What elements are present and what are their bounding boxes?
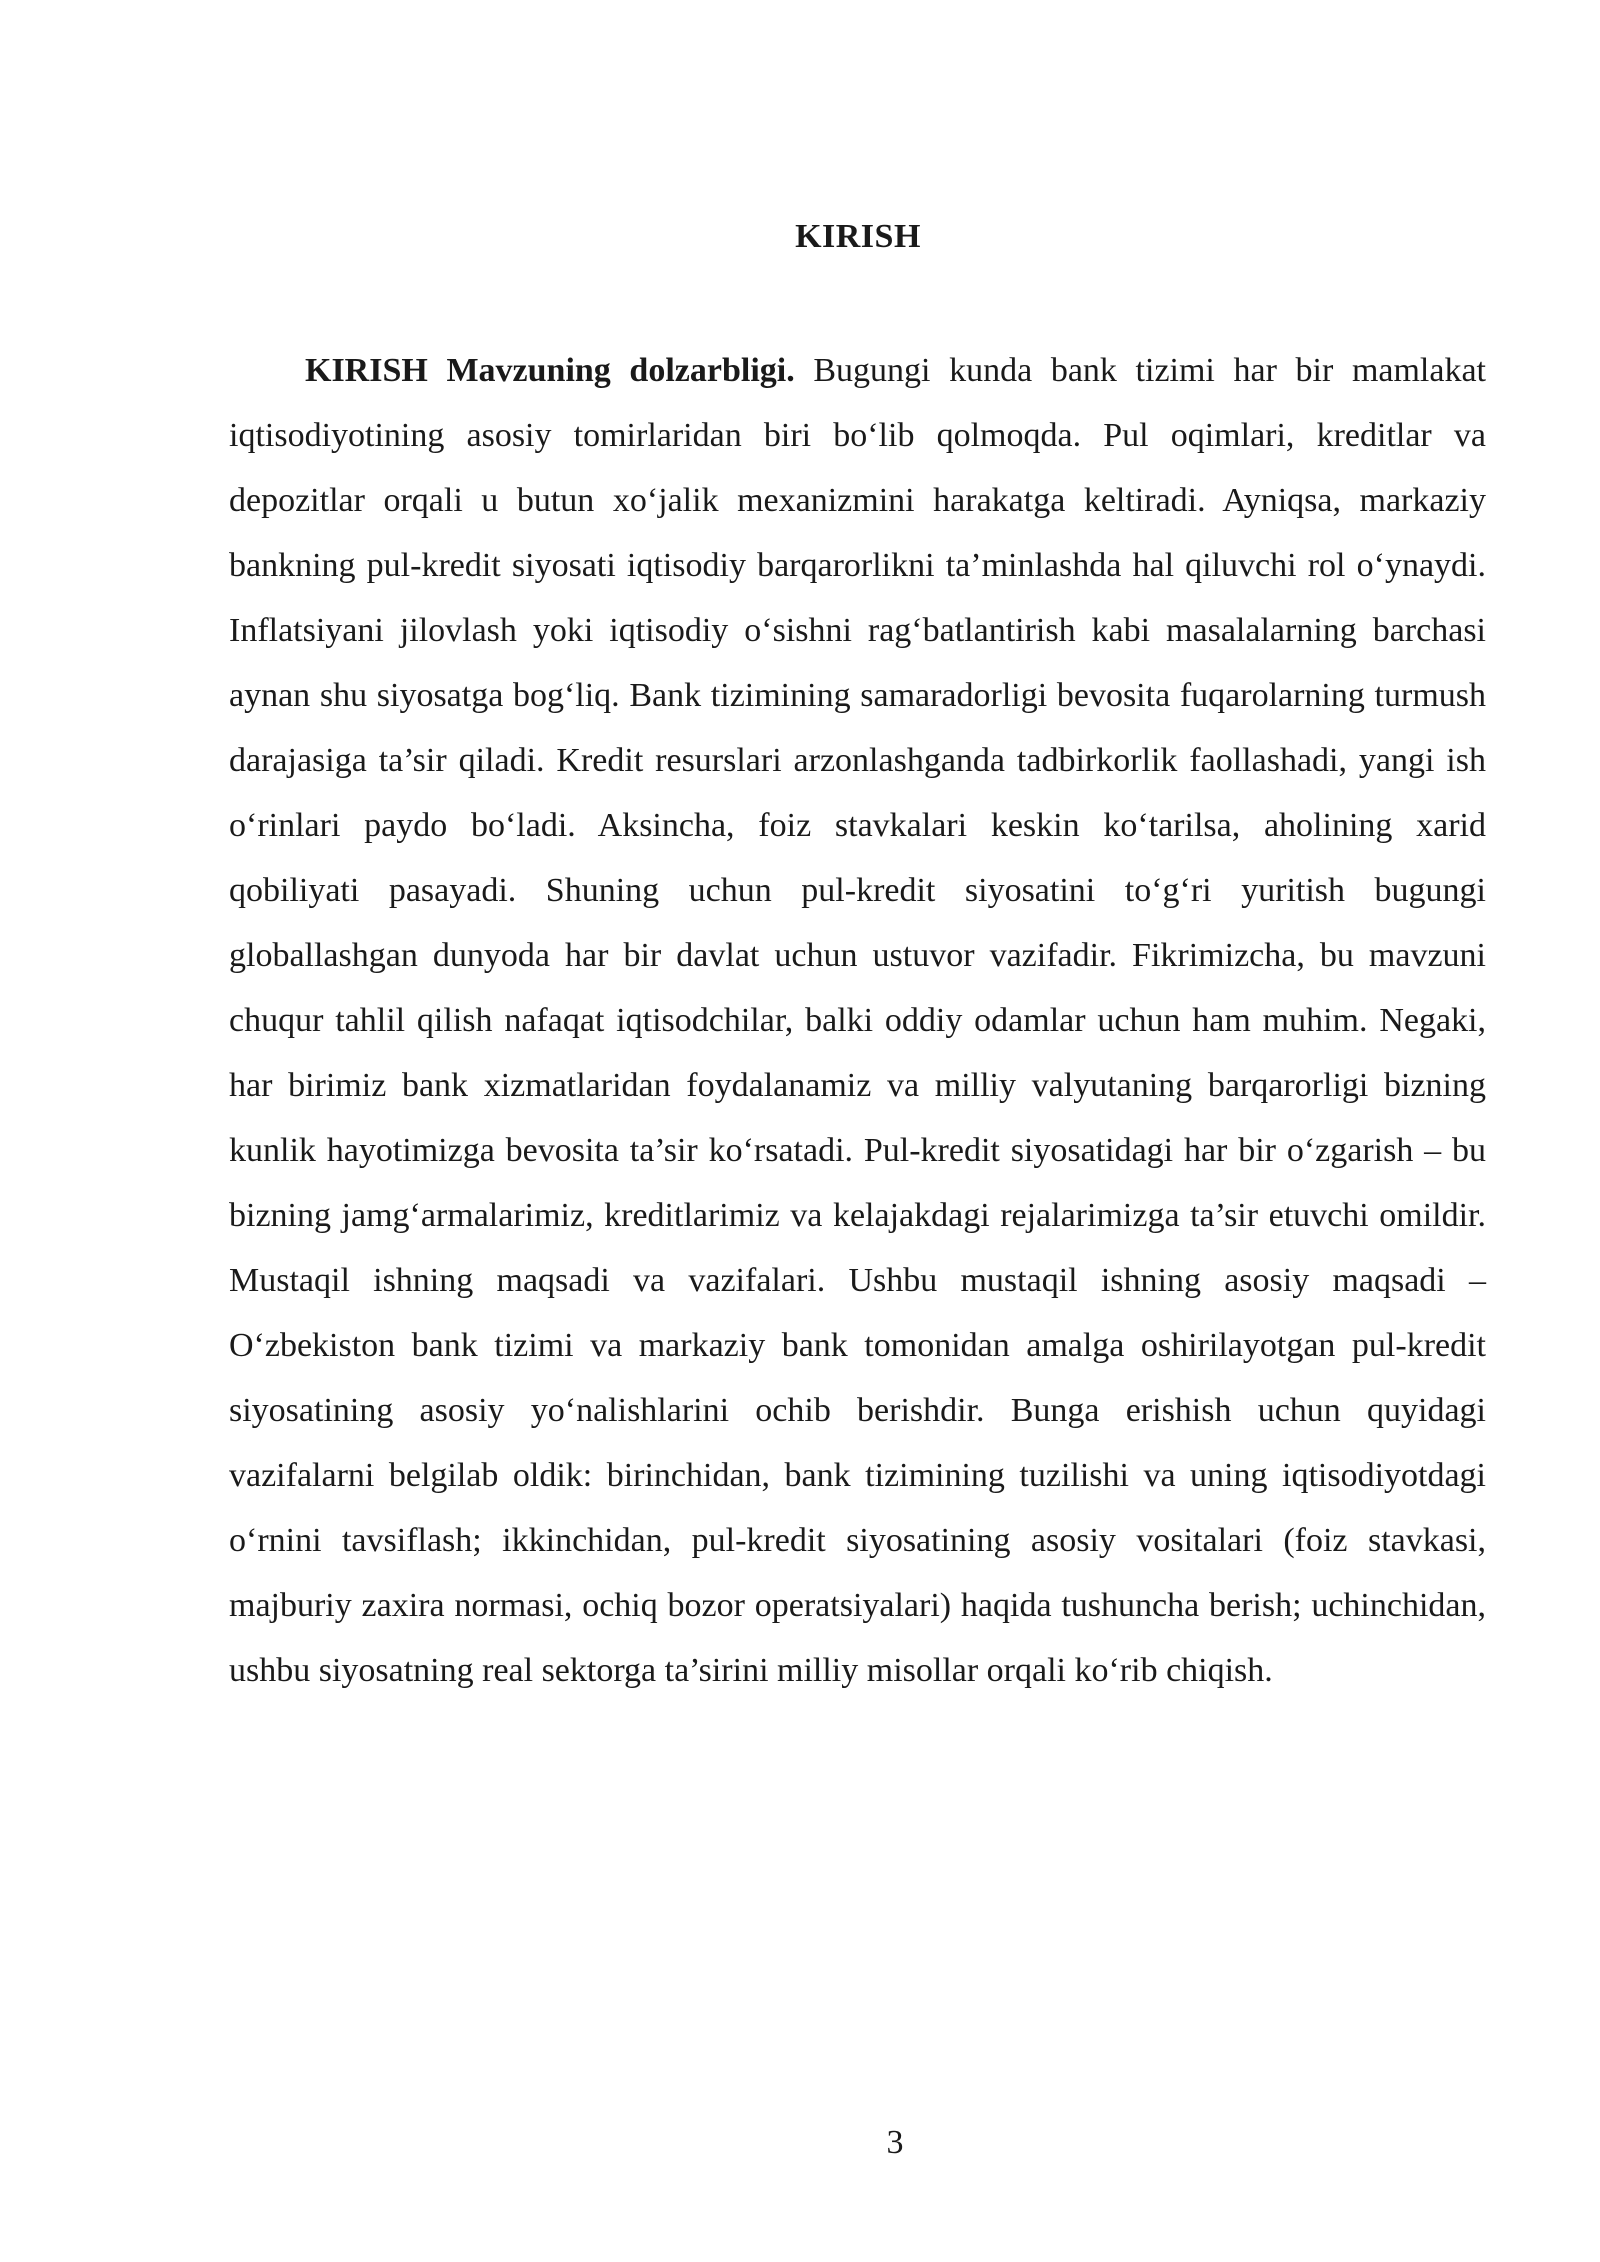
page-heading: KIRISH	[795, 218, 921, 255]
paragraph-text: Bugungi kunda bank tizimi har bir mamlakat iqtisodiyotining asosiy tomirlaridan biri bo‘lib qolmoqda. Pul oqimlari, kreditlar va depozitlar orqali u butun xo‘jalik mexanizmini harakatga keltiradi. Ayniqsa, markaziy bankning pul-kredit siyosati iqtisodiy barqarorlikni ta’minlashda hal qiluvchi rol o‘ynaydi. Inflatsiyani jilovlash yoki iqtisodiy o‘sishni rag‘batlantirish kabi masalalarning barchasi aynan shu siyosatga bog‘liq. Bank tizimining samaradorligi bevosita fuqarolarning turmush darajasiga ta’sir qiladi. Kredit resurslari arzonlashganda tadbirkorlik faollashadi, yangi ish o‘rinlari paydo bo‘ladi. Aksincha, foiz stavkalari keskin ko‘tarilsa, aholining xarid qobiliyati pasayadi. Shuning uchun pul-kredit siyosatini to‘g‘ri yuritish bugungi globallashgan dunyoda har bir davlat uchun ustuvor vazifadir. Fikrimizcha, bu mavzuni chuqur tahlil qilish nafaqat iqtisodchilar, balki oddiy odamlar uchun ham muhim. Negaki, har birimiz bank xizmatlaridan foydalanamiz va milliy valyutaning barqarorligi bizning kunlik hayotimizga bevosita ta’sir ko‘rsatadi. Pul-kredit siyosatidagi har bir o‘zgarish – bu bizning jamg‘armalarimiz, kreditlarimiz va kelajakdagi rejalarimizga ta’sir etuvchi omildir. Mustaqil ishning maqsadi va vazifalari. Ushbu mustaqil ishning asosiy maqsadi – O‘zbekiston bank tizimi va markaziy bank tomonidan amalga oshirilayotgan pul-kredit siyosatining asosiy yo‘nalishlarini ochib berishdir. Bunga erishish uchun quyidagi vazifalarni belgilab oldik: birinchidan, bank tizimining tuzilishi va uning iqtisodiyotdagi o‘rnini tavsiflash; ikkinchidan, pul-kredit siyosatining asosiy vositalari (foiz stavkasi, majburiy zaxira normasi, ochiq bozor operatsiyalari) haqida tushuncha berish; uchinchidan, ushbu siyosatning real sektorga ta’sirini milliy misollar orqali ko‘rib chiqish.	[229, 352, 1486, 1689]
page-number: 3	[886, 2124, 904, 2161]
paragraph-lead: KIRISH Mavzuning dolzarbligi.	[305, 352, 795, 389]
body-paragraph	[229, 338, 1486, 1703]
